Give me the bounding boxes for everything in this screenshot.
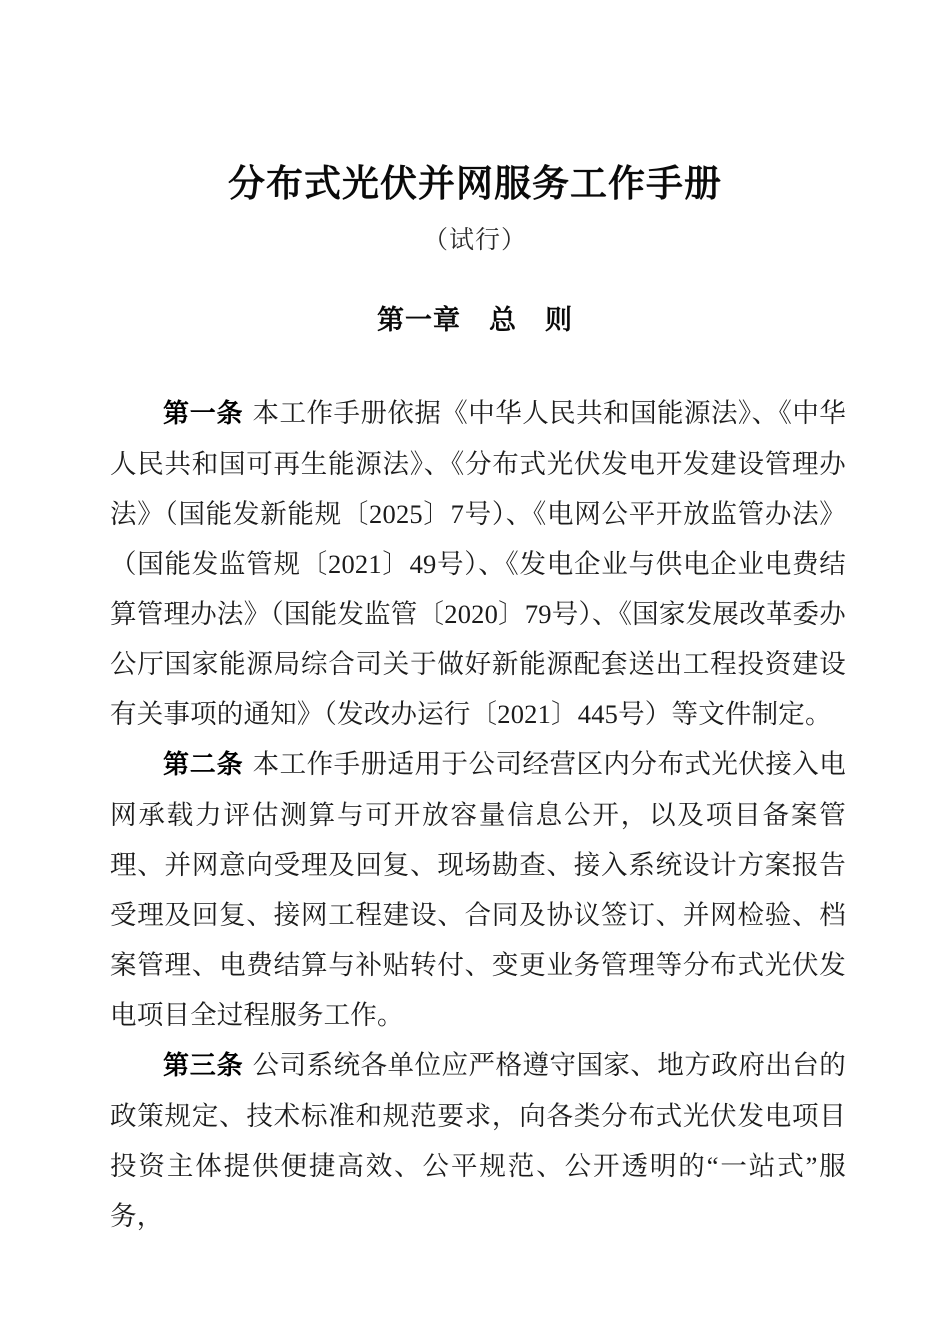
article-text: 本工作手册适用于公司经营区内分布式光伏接入电网承载力评估测算与可开放容量信息公开，以及项目备案管理、并网意向受理及回复、现场勘查、接入系统设计方案报告受理及回复、接网工程建设、合同及协议签订、并网检验、档案管理、电费结算与补贴转付、变更业务管理等分布式光伏发电项目全过程服务工作。 bbox=[110, 749, 846, 1030]
document-title: 分布式光伏并网服务工作手册 bbox=[228, 162, 722, 205]
article-paragraph bbox=[110, 388, 846, 739]
document-subtitle: （试行） bbox=[422, 227, 527, 254]
article-label: 第一条 bbox=[163, 399, 244, 429]
article-text: 公司系统各单位应严格遵守国家、地方政府出台的政策规定、技术标准和规范要求，向各类分布式光伏发电项目投资主体提供便捷高效、公平规范、公开透明的“一站式”服务， bbox=[110, 1050, 846, 1231]
article-paragraph bbox=[110, 739, 846, 1040]
chapter-heading: 第一章 总 则 bbox=[377, 305, 573, 336]
article-label: 第三条 bbox=[163, 1051, 244, 1081]
document-body bbox=[110, 388, 846, 1241]
article-paragraph bbox=[110, 1040, 846, 1241]
article-text: 本工作手册依据《中华人民共和国能源法》、《中华人民共和国可再生能源法》、《分布式光伏发电开发建设管理办法》（国能发新能规〔2025〕7号）、《电网公平开放监管办法》（国能发监管规〔2021〕49号）、《发电企业与供电企业电费结算管理办法》（国能发监管〔2020〕79号）、《国家发展改革委办公厅国家能源局综合司关于做好新能源配套送出工程投资建设有关事项的通知》（发改办运行〔2021〕445号）等文件制定。 bbox=[110, 398, 846, 729]
article-label: 第二条 bbox=[163, 750, 244, 780]
